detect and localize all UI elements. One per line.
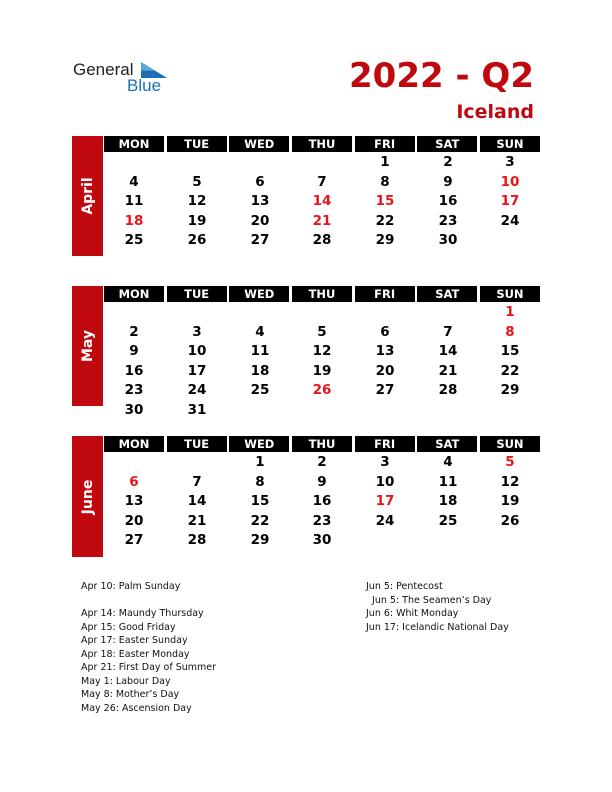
day-cell: 12 — [500, 473, 520, 490]
day-cell: 10 — [375, 473, 395, 490]
day-cell: 18 — [124, 212, 144, 229]
day-cell: 5 — [192, 173, 202, 190]
weekday-header — [104, 436, 540, 452]
weekday-fri: FRI — [355, 136, 415, 152]
day-cell: 26 — [312, 382, 332, 398]
day-cell: 5 — [505, 454, 515, 470]
day-cell: 2 — [317, 454, 327, 470]
day-cell: 17 — [500, 193, 520, 209]
day-cell: 22 — [500, 362, 520, 379]
day-cell: 16 — [438, 193, 458, 209]
day-cell: 21 — [438, 362, 458, 379]
day-cell: 25 — [124, 232, 144, 248]
holiday-item: Apr 14: Maundy Thursday — [81, 608, 204, 619]
day-cell: 24 — [187, 382, 207, 398]
day-cell: 13 — [375, 343, 395, 359]
day-cell: 27 — [124, 532, 144, 548]
day-cell: 15 — [250, 493, 270, 509]
day-cell: 11 — [438, 473, 458, 490]
day-cell: 31 — [187, 401, 207, 418]
day-cell: 25 — [438, 512, 458, 529]
day-cell: 12 — [187, 193, 207, 209]
day-cell: 29 — [500, 382, 520, 398]
weekday-wed: WED — [229, 286, 289, 302]
weekday-thu: THU — [292, 436, 352, 452]
weekday-sat: SAT — [417, 136, 477, 152]
month-name: June — [79, 479, 96, 514]
holiday-item: Apr 21: First Day of Summer — [81, 662, 217, 673]
weekday-thu: THU — [292, 286, 352, 302]
weekday-mon: MON — [104, 286, 164, 302]
day-cell: 24 — [500, 212, 520, 229]
weekday-sun: SUN — [480, 436, 540, 452]
day-cell: 18 — [438, 493, 458, 509]
holiday-item: Jun 5: Pentecost — [366, 581, 443, 592]
month-name: April — [79, 177, 96, 215]
holiday-list-right — [366, 580, 509, 634]
weekday-sun: SUN — [480, 286, 540, 302]
day-cell: 27 — [375, 382, 395, 398]
day-cell: 9 — [443, 173, 453, 190]
weekday-header — [104, 136, 540, 152]
day-cell: 22 — [250, 512, 270, 529]
day-cell: 1 — [505, 304, 515, 320]
day-cell: 29 — [375, 232, 395, 248]
weekday-fri: FRI — [355, 436, 415, 452]
holiday-item: Apr 10: Palm Sunday — [81, 581, 181, 592]
day-cell: 2 — [129, 323, 139, 340]
day-cell: 9 — [129, 343, 139, 359]
country-name: Iceland — [456, 101, 534, 123]
day-cell: 14 — [312, 193, 332, 209]
day-cell: 24 — [375, 512, 395, 529]
weekday-thu: THU — [292, 136, 352, 152]
day-cell: 23 — [124, 382, 144, 398]
day-cell: 21 — [187, 512, 207, 529]
day-cell: 29 — [250, 532, 270, 548]
day-cell: 30 — [438, 232, 458, 248]
day-cell: 13 — [124, 493, 144, 509]
holiday-list-left — [81, 580, 216, 715]
day-cell: 15 — [375, 193, 395, 209]
day-cell: 14 — [187, 493, 207, 509]
holiday-item: Jun 5: The Seamen’s Day — [366, 594, 492, 606]
day-cell: 26 — [187, 232, 207, 248]
day-cell: 13 — [250, 193, 270, 209]
day-cell: 26 — [500, 512, 520, 529]
day-cell: 12 — [312, 343, 332, 359]
weekday-wed: WED — [229, 136, 289, 152]
month-side-bar — [72, 136, 103, 256]
weekday-tue: TUE — [167, 136, 227, 152]
day-cell: 9 — [317, 473, 327, 490]
day-cell: 17 — [187, 362, 207, 379]
holiday-item: May 8: Mother’s Day — [81, 689, 180, 700]
logo-text-blue: Blue — [127, 76, 162, 95]
weekday-tue: TUE — [167, 286, 227, 302]
weekday-sun: SUN — [480, 136, 540, 152]
holiday-item: Jun 6: Whit Monday — [366, 608, 459, 619]
day-cell: 16 — [312, 493, 332, 509]
day-cell: 8 — [505, 323, 515, 340]
day-cell: 30 — [312, 532, 332, 548]
day-cell: 22 — [375, 212, 395, 229]
day-cell: 16 — [124, 362, 144, 379]
logo-text-general: General — [73, 60, 134, 79]
day-cell: 1 — [380, 154, 390, 170]
day-cell: 11 — [124, 193, 144, 209]
weekday-mon: MON — [104, 436, 164, 452]
day-cell: 17 — [375, 493, 395, 509]
day-cell: 20 — [375, 362, 395, 379]
day-cell: 18 — [250, 362, 270, 379]
day-cell: 27 — [250, 232, 270, 248]
day-cell: 3 — [192, 323, 202, 340]
day-cell: 23 — [438, 212, 458, 229]
day-cell: 11 — [250, 343, 270, 359]
month-name: May — [79, 329, 96, 363]
day-cell: 30 — [124, 401, 144, 418]
day-cell: 3 — [505, 154, 515, 170]
day-cell: 19 — [312, 362, 332, 379]
month-block-april — [72, 136, 540, 256]
day-cell: 10 — [187, 343, 207, 359]
logo — [73, 60, 173, 96]
day-cell: 7 — [317, 173, 327, 190]
day-cell: 6 — [129, 473, 139, 490]
calendar-title: 2022 - Q2 — [349, 56, 534, 96]
month-side-bar — [72, 286, 103, 406]
day-cell: 10 — [500, 173, 520, 190]
day-cell: 7 — [443, 323, 453, 340]
day-cell: 28 — [187, 532, 207, 548]
day-cell: 6 — [380, 323, 390, 340]
day-cell: 19 — [187, 212, 207, 229]
day-cell: 3 — [380, 454, 390, 470]
day-cell: 20 — [250, 212, 270, 229]
day-cell: 28 — [312, 232, 332, 248]
day-cell: 21 — [312, 212, 332, 229]
holiday-item: May 1: Labour Day — [81, 675, 171, 687]
holiday-item: Jun 17: Icelandic National Day — [366, 621, 509, 633]
holiday-item: Apr 17: Easter Sunday — [81, 635, 188, 646]
month-block-june — [72, 436, 540, 557]
day-cell: 8 — [255, 473, 265, 490]
day-cell: 23 — [312, 512, 332, 529]
day-cell: 6 — [255, 173, 265, 190]
day-cell: 4 — [443, 454, 453, 470]
day-cell: 4 — [255, 323, 265, 340]
day-cell: 20 — [124, 512, 144, 529]
weekday-wed: WED — [229, 436, 289, 452]
holiday-item: Apr 15: Good Friday — [81, 621, 176, 633]
weekday-tue: TUE — [167, 436, 227, 452]
weekday-sat: SAT — [417, 286, 477, 302]
day-cell: 7 — [192, 473, 202, 490]
month-block-may — [72, 286, 540, 418]
weekday-sat: SAT — [417, 436, 477, 452]
day-cell: 1 — [255, 454, 265, 470]
weekday-fri: FRI — [355, 286, 415, 302]
holiday-item: May 26: Ascension Day — [81, 702, 192, 714]
holiday-item: Apr 18: Easter Monday — [81, 648, 190, 660]
month-side-bar — [72, 436, 103, 557]
day-cell: 28 — [438, 382, 458, 398]
day-cell: 14 — [438, 343, 458, 359]
weekday-mon: MON — [104, 136, 164, 152]
day-cell: 8 — [380, 173, 390, 190]
day-cell: 5 — [317, 323, 327, 340]
day-cell: 15 — [500, 343, 520, 359]
day-cell: 4 — [129, 173, 139, 190]
holiday-item — [81, 594, 216, 608]
day-cell: 2 — [443, 154, 453, 170]
day-cell: 25 — [250, 382, 270, 398]
weekday-header — [104, 286, 540, 302]
day-cell: 19 — [500, 493, 520, 509]
